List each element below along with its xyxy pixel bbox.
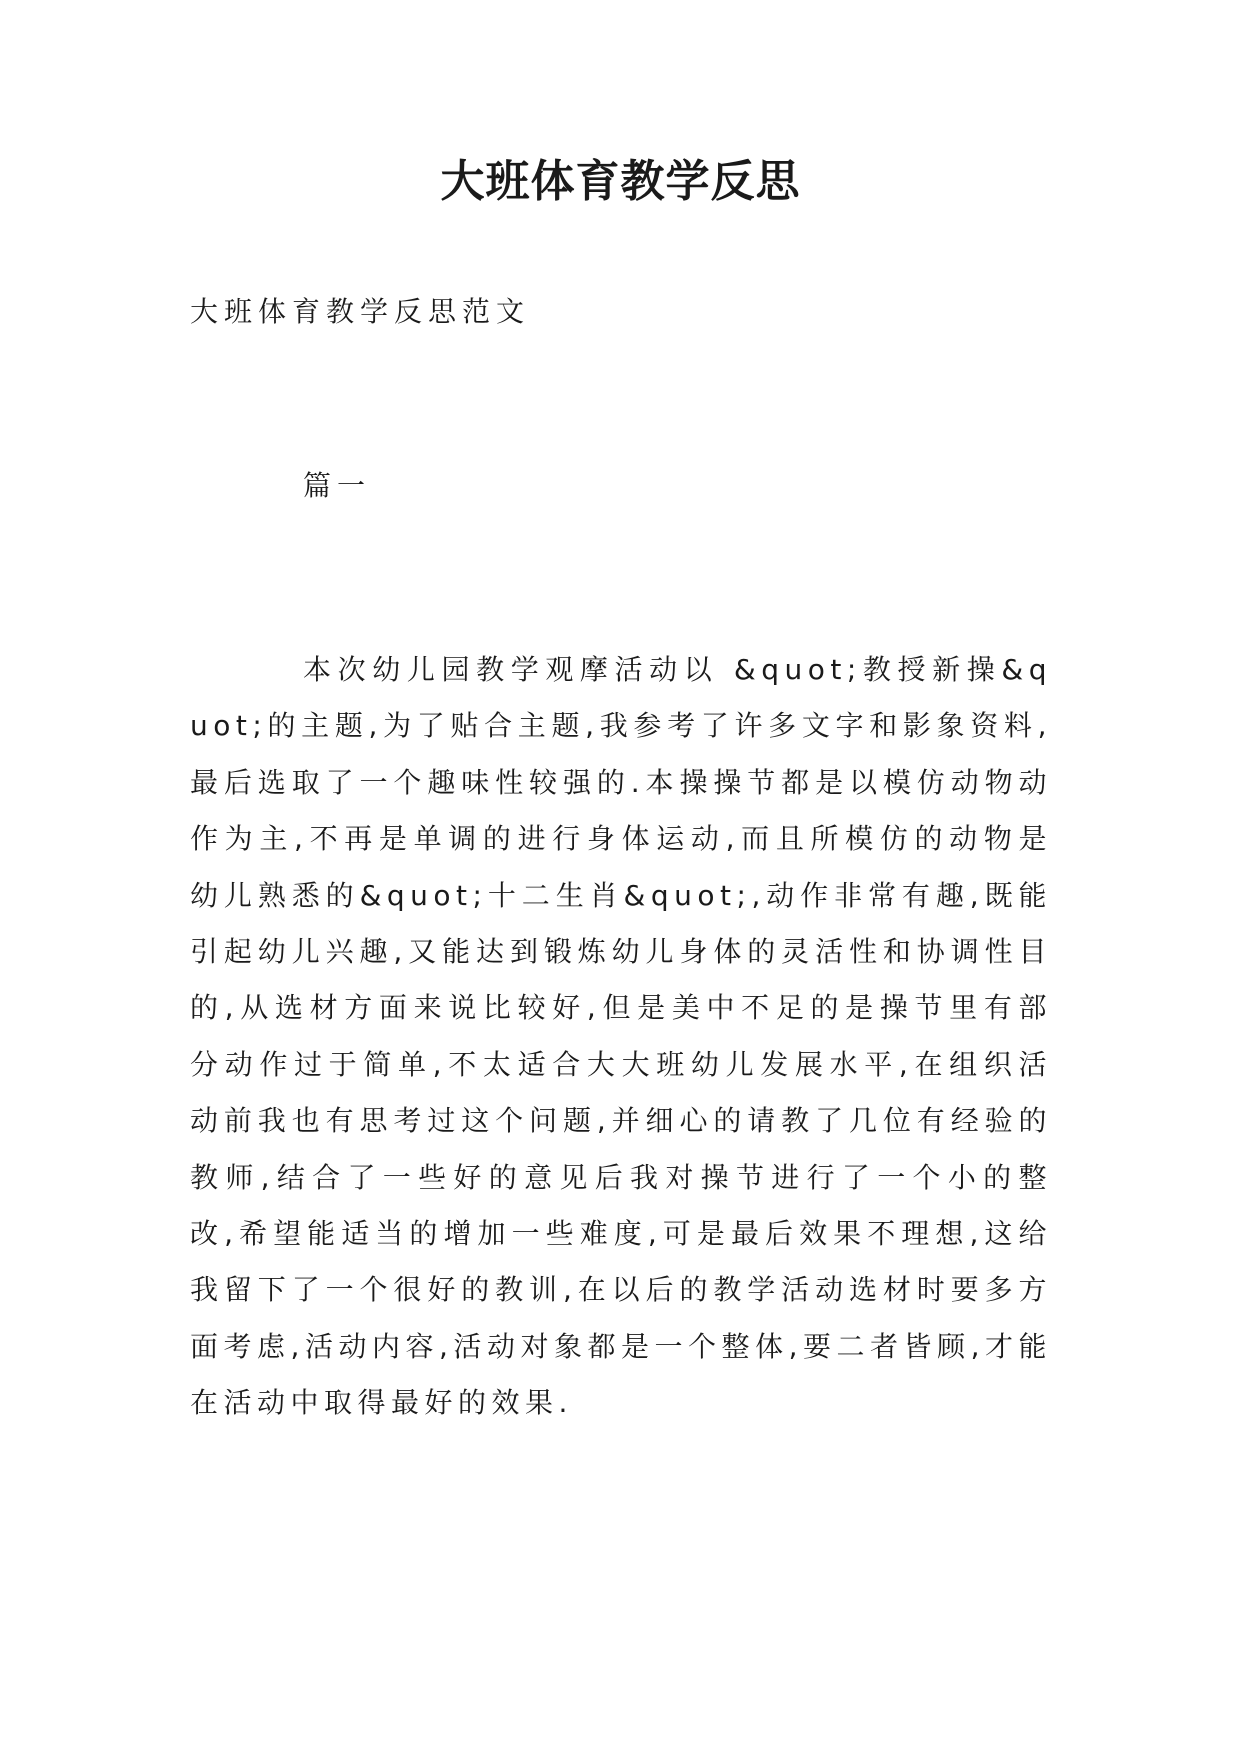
document-title: 大班体育教学反思 [440,156,801,207]
section-label: 篇一 [303,469,372,502]
document-subtitle: 大班体育教学反思范文 [190,295,531,328]
body-paragraph: 本次幼儿园教学观摩活动以 &quot;教授新操&quot;的主题,为了贴合主题,我参考了许多文字和影象资料,最后选取了一个趣味性较强的.本操操节都是以模仿动物动作为主,不再是单调的进行身体运动,而且所模仿的动物是幼儿熟悉的&quot;十二生肖&quot;,动作非常有趣,既能引起幼儿兴趣,又能达到锻炼幼儿身体的灵活性和协调性目的,从选材方面来说比较好,但是美中不足的是操节里有部分动作过于简单,不太适合大大班幼儿发展水平,在组织活动前我也有思考过这个问题,并细心的请教了几位有经验的教师,结合了一些好的意见后我对操节进行了一个小的整改,希望能适当的增加一些难度,可是最后效果不理想,这给我留下了一个很好的教训,在以后的教学活动选材时要多方面考虑,活动内容,活动对象都是一个整体,要二者皆顾,才能在活动中取得最好的效果. [190,653,1052,1420]
